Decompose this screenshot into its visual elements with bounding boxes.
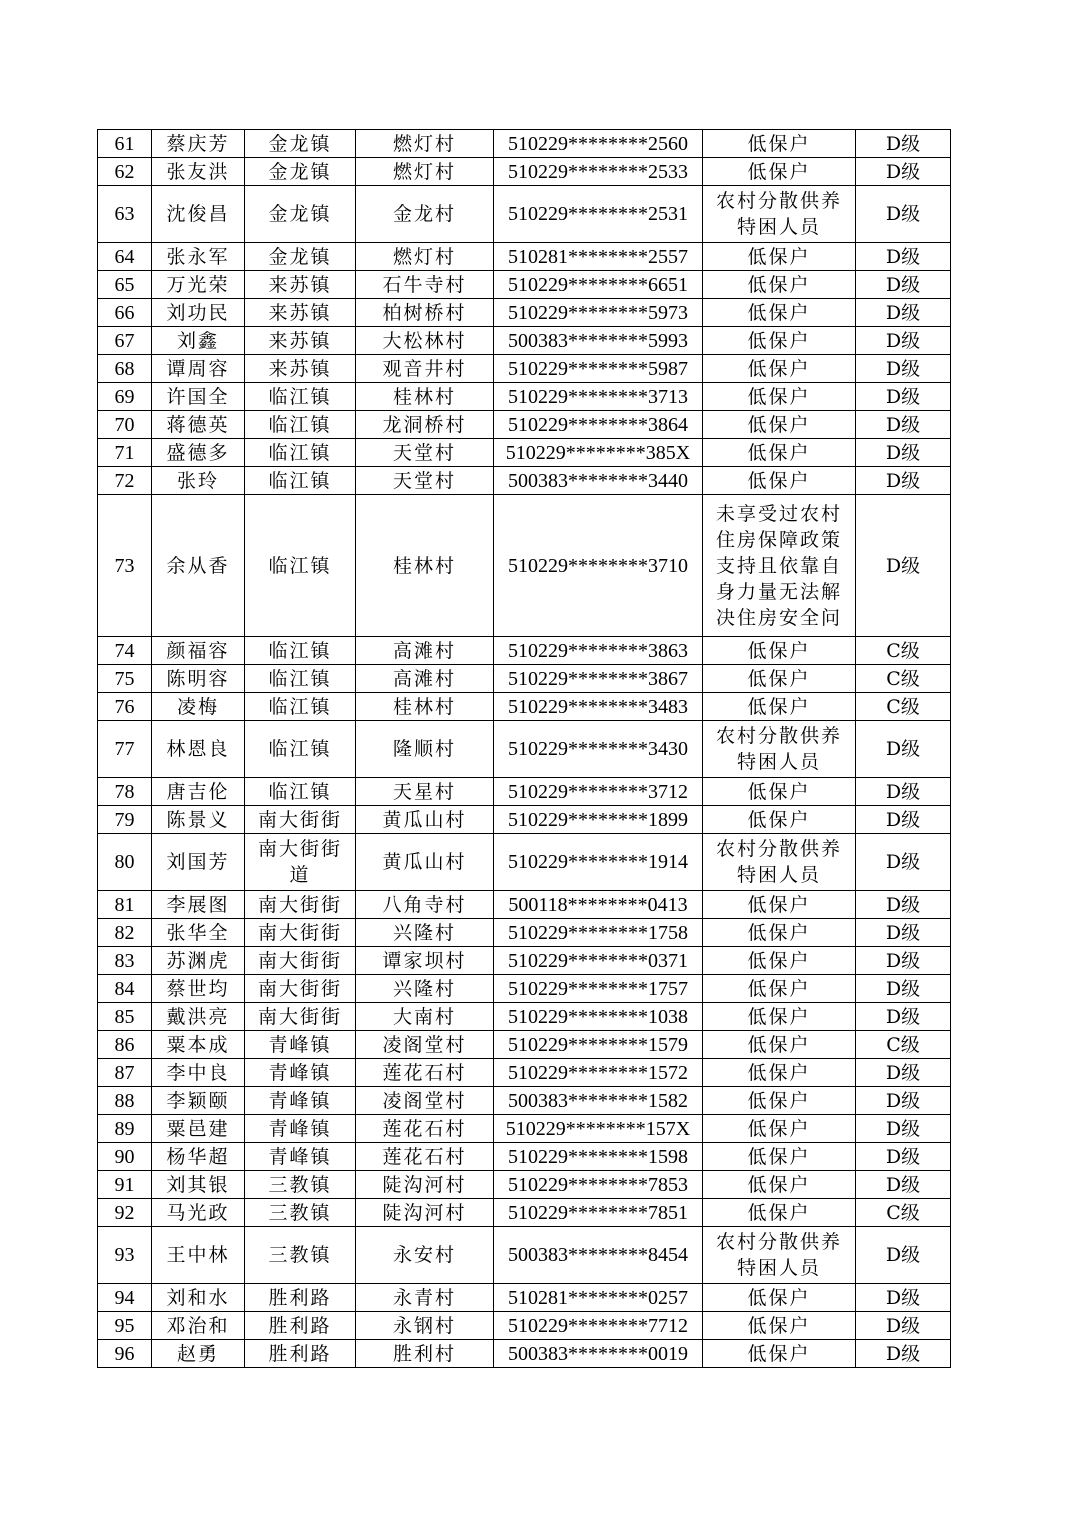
row-number: 69 xyxy=(98,383,152,411)
table-row xyxy=(98,439,951,467)
row-number: 67 xyxy=(98,327,152,355)
household-type: 低保户 xyxy=(703,130,856,158)
id-number: 500383********0019 xyxy=(494,1340,703,1368)
row-number: 86 xyxy=(98,1031,152,1059)
town-name: 临江镇 xyxy=(245,778,356,806)
village-name: 燃灯村 xyxy=(356,243,494,271)
hazard-level: D级 xyxy=(856,186,951,243)
person-name: 蒋德英 xyxy=(152,411,245,439)
hazard-level: D级 xyxy=(856,891,951,919)
row-number: 71 xyxy=(98,439,152,467)
id-number: 500383********3440 xyxy=(494,467,703,495)
row-number: 82 xyxy=(98,919,152,947)
table-row xyxy=(98,1227,951,1284)
row-number: 72 xyxy=(98,467,152,495)
town-name: 胜利路 xyxy=(245,1340,356,1368)
table-row xyxy=(98,130,951,158)
id-number: 510229********2533 xyxy=(494,158,703,186)
id-number: 510229********1598 xyxy=(494,1143,703,1171)
id-number: 510229********3864 xyxy=(494,411,703,439)
row-number: 75 xyxy=(98,665,152,693)
village-name: 高滩村 xyxy=(356,665,494,693)
id-number: 510229********3713 xyxy=(494,383,703,411)
table-row xyxy=(98,806,951,834)
row-number: 93 xyxy=(98,1227,152,1284)
person-name: 邓治和 xyxy=(152,1312,245,1340)
town-name: 南大街街道 xyxy=(245,834,356,891)
table-row xyxy=(98,158,951,186)
table-row xyxy=(98,693,951,721)
household-type: 农村分散供养特困人员 xyxy=(703,1227,856,1284)
person-name: 刘其银 xyxy=(152,1171,245,1199)
row-number: 76 xyxy=(98,693,152,721)
village-name: 凌阁堂村 xyxy=(356,1087,494,1115)
household-type: 低保户 xyxy=(703,243,856,271)
hazard-level: D级 xyxy=(856,806,951,834)
id-number: 500118********0413 xyxy=(494,891,703,919)
hazard-level: D级 xyxy=(856,919,951,947)
household-type: 低保户 xyxy=(703,1031,856,1059)
town-name: 南大街街 xyxy=(245,947,356,975)
village-name: 石牛寺村 xyxy=(356,271,494,299)
person-name: 陈景义 xyxy=(152,806,245,834)
person-name: 李展图 xyxy=(152,891,245,919)
town-name: 来苏镇 xyxy=(245,327,356,355)
id-number: 510229********5973 xyxy=(494,299,703,327)
village-name: 大南村 xyxy=(356,1003,494,1031)
person-name: 余从香 xyxy=(152,495,245,637)
town-name: 南大街街 xyxy=(245,891,356,919)
id-number: 510229********1579 xyxy=(494,1031,703,1059)
id-number: 510229********3867 xyxy=(494,665,703,693)
hazard-level: D级 xyxy=(856,1227,951,1284)
table-row xyxy=(98,637,951,665)
row-number: 62 xyxy=(98,158,152,186)
table-row xyxy=(98,243,951,271)
id-number: 510229********3712 xyxy=(494,778,703,806)
id-number: 510229********3710 xyxy=(494,495,703,637)
household-type: 低保户 xyxy=(703,693,856,721)
row-number: 78 xyxy=(98,778,152,806)
town-name: 临江镇 xyxy=(245,411,356,439)
table-row xyxy=(98,778,951,806)
village-name: 凌阁堂村 xyxy=(356,1031,494,1059)
person-name: 沈俊昌 xyxy=(152,186,245,243)
hazard-level: C级 xyxy=(856,637,951,665)
village-name: 金龙村 xyxy=(356,186,494,243)
id-number: 510229********157X xyxy=(494,1115,703,1143)
person-name: 赵勇 xyxy=(152,1340,245,1368)
town-name: 胜利路 xyxy=(245,1284,356,1312)
household-type: 低保户 xyxy=(703,1059,856,1087)
hazard-level: D级 xyxy=(856,158,951,186)
id-number: 510229********1899 xyxy=(494,806,703,834)
household-type: 低保户 xyxy=(703,637,856,665)
hazard-level: D级 xyxy=(856,1143,951,1171)
hazard-level: D级 xyxy=(856,1312,951,1340)
village-name: 大松林村 xyxy=(356,327,494,355)
village-name: 兴隆村 xyxy=(356,975,494,1003)
person-name: 万光荣 xyxy=(152,271,245,299)
town-name: 临江镇 xyxy=(245,383,356,411)
village-name: 黄瓜山村 xyxy=(356,806,494,834)
town-name: 南大街街 xyxy=(245,975,356,1003)
town-name: 临江镇 xyxy=(245,665,356,693)
town-name: 临江镇 xyxy=(245,693,356,721)
table-row xyxy=(98,1312,951,1340)
table-row xyxy=(98,1199,951,1227)
town-name: 青峰镇 xyxy=(245,1115,356,1143)
village-name: 永钢村 xyxy=(356,1312,494,1340)
household-roster-table xyxy=(97,129,951,1368)
town-name: 三教镇 xyxy=(245,1199,356,1227)
town-name: 临江镇 xyxy=(245,467,356,495)
id-number: 510229********1758 xyxy=(494,919,703,947)
village-name: 黄瓜山村 xyxy=(356,834,494,891)
row-number: 83 xyxy=(98,947,152,975)
person-name: 唐吉伦 xyxy=(152,778,245,806)
table-row xyxy=(98,495,951,637)
person-name: 蔡世均 xyxy=(152,975,245,1003)
household-type: 农村分散供养特困人员 xyxy=(703,721,856,778)
person-name: 刘和水 xyxy=(152,1284,245,1312)
row-number: 68 xyxy=(98,355,152,383)
village-name: 桂林村 xyxy=(356,693,494,721)
id-number: 510229********7853 xyxy=(494,1171,703,1199)
row-number: 89 xyxy=(98,1115,152,1143)
id-number: 510229********7712 xyxy=(494,1312,703,1340)
village-name: 燃灯村 xyxy=(356,158,494,186)
table-row xyxy=(98,1284,951,1312)
hazard-level: D级 xyxy=(856,1087,951,1115)
household-type: 低保户 xyxy=(703,1312,856,1340)
household-type: 低保户 xyxy=(703,271,856,299)
row-number: 87 xyxy=(98,1059,152,1087)
id-number: 510229********1914 xyxy=(494,834,703,891)
village-name: 柏树桥村 xyxy=(356,299,494,327)
id-number: 510229********3430 xyxy=(494,721,703,778)
table-row xyxy=(98,975,951,1003)
town-name: 青峰镇 xyxy=(245,1059,356,1087)
table-row xyxy=(98,834,951,891)
row-number: 95 xyxy=(98,1312,152,1340)
person-name: 刘国芳 xyxy=(152,834,245,891)
household-type: 低保户 xyxy=(703,1199,856,1227)
hazard-level: D级 xyxy=(856,355,951,383)
town-name: 青峰镇 xyxy=(245,1031,356,1059)
village-name: 桂林村 xyxy=(356,383,494,411)
person-name: 张友洪 xyxy=(152,158,245,186)
hazard-level: D级 xyxy=(856,1003,951,1031)
person-name: 许国全 xyxy=(152,383,245,411)
hazard-level: D级 xyxy=(856,383,951,411)
table-row xyxy=(98,1031,951,1059)
table-row xyxy=(98,947,951,975)
household-type: 低保户 xyxy=(703,158,856,186)
household-type: 低保户 xyxy=(703,1003,856,1031)
village-name: 桂林村 xyxy=(356,495,494,637)
hazard-level: D级 xyxy=(856,1059,951,1087)
village-name: 天星村 xyxy=(356,778,494,806)
table-row xyxy=(98,919,951,947)
person-name: 杨华超 xyxy=(152,1143,245,1171)
household-type: 农村分散供养特困人员 xyxy=(703,834,856,891)
table-row xyxy=(98,1340,951,1368)
household-type: 低保户 xyxy=(703,1171,856,1199)
village-name: 永青村 xyxy=(356,1284,494,1312)
person-name: 王中林 xyxy=(152,1227,245,1284)
village-name: 八角寺村 xyxy=(356,891,494,919)
row-number: 80 xyxy=(98,834,152,891)
table-row xyxy=(98,1171,951,1199)
household-type: 低保户 xyxy=(703,665,856,693)
id-number: 510229********0371 xyxy=(494,947,703,975)
row-number: 81 xyxy=(98,891,152,919)
table-row xyxy=(98,1143,951,1171)
village-name: 莲花石村 xyxy=(356,1143,494,1171)
row-number: 73 xyxy=(98,495,152,637)
town-name: 金龙镇 xyxy=(245,158,356,186)
household-type: 低保户 xyxy=(703,891,856,919)
table-row xyxy=(98,327,951,355)
village-name: 陡沟河村 xyxy=(356,1199,494,1227)
person-name: 刘功民 xyxy=(152,299,245,327)
person-name: 马光政 xyxy=(152,1199,245,1227)
village-name: 观音井村 xyxy=(356,355,494,383)
town-name: 南大街街 xyxy=(245,806,356,834)
town-name: 青峰镇 xyxy=(245,1087,356,1115)
hazard-level: D级 xyxy=(856,411,951,439)
person-name: 李颖颐 xyxy=(152,1087,245,1115)
table-row xyxy=(98,1115,951,1143)
table-row xyxy=(98,355,951,383)
village-name: 谭家坝村 xyxy=(356,947,494,975)
hazard-level: D级 xyxy=(856,299,951,327)
town-name: 胜利路 xyxy=(245,1312,356,1340)
hazard-level: D级 xyxy=(856,834,951,891)
row-number: 96 xyxy=(98,1340,152,1368)
person-name: 蔡庆芳 xyxy=(152,130,245,158)
id-number: 500383********8454 xyxy=(494,1227,703,1284)
village-name: 永安村 xyxy=(356,1227,494,1284)
town-name: 金龙镇 xyxy=(245,243,356,271)
village-name: 胜利村 xyxy=(356,1340,494,1368)
town-name: 临江镇 xyxy=(245,495,356,637)
household-type: 低保户 xyxy=(703,355,856,383)
hazard-level: D级 xyxy=(856,721,951,778)
row-number: 91 xyxy=(98,1171,152,1199)
town-name: 来苏镇 xyxy=(245,355,356,383)
table-row xyxy=(98,186,951,243)
town-name: 三教镇 xyxy=(245,1227,356,1284)
person-name: 凌梅 xyxy=(152,693,245,721)
hazard-level: C级 xyxy=(856,1031,951,1059)
household-type: 低保户 xyxy=(703,806,856,834)
town-name: 南大街街 xyxy=(245,919,356,947)
person-name: 刘鑫 xyxy=(152,327,245,355)
id-number: 510281********2557 xyxy=(494,243,703,271)
person-name: 谭周容 xyxy=(152,355,245,383)
row-number: 85 xyxy=(98,1003,152,1031)
table-row xyxy=(98,721,951,778)
person-name: 张永军 xyxy=(152,243,245,271)
town-name: 临江镇 xyxy=(245,439,356,467)
household-type: 低保户 xyxy=(703,1087,856,1115)
table-row xyxy=(98,467,951,495)
hazard-level: D级 xyxy=(856,778,951,806)
town-name: 三教镇 xyxy=(245,1171,356,1199)
row-number: 88 xyxy=(98,1087,152,1115)
row-number: 70 xyxy=(98,411,152,439)
household-type: 低保户 xyxy=(703,947,856,975)
hazard-level: C级 xyxy=(856,665,951,693)
town-name: 临江镇 xyxy=(245,637,356,665)
household-type: 低保户 xyxy=(703,919,856,947)
id-number: 510229********2531 xyxy=(494,186,703,243)
table-row xyxy=(98,1059,951,1087)
hazard-level: D级 xyxy=(856,439,951,467)
household-type: 农村分散供养特困人员 xyxy=(703,186,856,243)
town-name: 南大街街 xyxy=(245,1003,356,1031)
hazard-level: C级 xyxy=(856,1199,951,1227)
row-number: 79 xyxy=(98,806,152,834)
household-type: 低保户 xyxy=(703,1340,856,1368)
id-number: 500383********5993 xyxy=(494,327,703,355)
id-number: 510229********1572 xyxy=(494,1059,703,1087)
row-number: 66 xyxy=(98,299,152,327)
village-name: 龙洞桥村 xyxy=(356,411,494,439)
village-name: 燃灯村 xyxy=(356,130,494,158)
person-name: 苏渊虎 xyxy=(152,947,245,975)
household-type: 低保户 xyxy=(703,411,856,439)
village-name: 兴隆村 xyxy=(356,919,494,947)
row-number: 63 xyxy=(98,186,152,243)
village-name: 高滩村 xyxy=(356,637,494,665)
person-name: 盛德多 xyxy=(152,439,245,467)
id-number: 510229********1757 xyxy=(494,975,703,1003)
id-number: 510229********1038 xyxy=(494,1003,703,1031)
person-name: 林恩良 xyxy=(152,721,245,778)
row-number: 61 xyxy=(98,130,152,158)
household-type: 未享受过农村住房保障政策支持且依靠自身力量无法解决住房安全问 xyxy=(703,495,856,637)
town-name: 来苏镇 xyxy=(245,271,356,299)
hazard-level: D级 xyxy=(856,1284,951,1312)
town-name: 来苏镇 xyxy=(245,299,356,327)
person-name: 粟邑建 xyxy=(152,1115,245,1143)
household-type: 低保户 xyxy=(703,439,856,467)
table-row xyxy=(98,1003,951,1031)
table-row xyxy=(98,665,951,693)
table-row xyxy=(98,891,951,919)
row-number: 92 xyxy=(98,1199,152,1227)
person-name: 戴洪亮 xyxy=(152,1003,245,1031)
row-number: 84 xyxy=(98,975,152,1003)
hazard-level: D级 xyxy=(856,327,951,355)
village-name: 莲花石村 xyxy=(356,1059,494,1087)
hazard-level: D级 xyxy=(856,495,951,637)
town-name: 金龙镇 xyxy=(245,186,356,243)
row-number: 74 xyxy=(98,637,152,665)
id-number: 510229********385X xyxy=(494,439,703,467)
household-type: 低保户 xyxy=(703,1143,856,1171)
roster-body xyxy=(98,130,951,1368)
household-type: 低保户 xyxy=(703,1115,856,1143)
village-name: 莲花石村 xyxy=(356,1115,494,1143)
table-row xyxy=(98,271,951,299)
town-name: 青峰镇 xyxy=(245,1143,356,1171)
person-name: 李中良 xyxy=(152,1059,245,1087)
id-number: 510229********2560 xyxy=(494,130,703,158)
hazard-level: D级 xyxy=(856,947,951,975)
village-name: 陡沟河村 xyxy=(356,1171,494,1199)
row-number: 90 xyxy=(98,1143,152,1171)
person-name: 张玲 xyxy=(152,467,245,495)
household-type: 低保户 xyxy=(703,327,856,355)
person-name: 颜福容 xyxy=(152,637,245,665)
id-number: 500383********1582 xyxy=(494,1087,703,1115)
village-name: 天堂村 xyxy=(356,467,494,495)
village-name: 天堂村 xyxy=(356,439,494,467)
village-name: 隆顺村 xyxy=(356,721,494,778)
hazard-level: C级 xyxy=(856,693,951,721)
town-name: 金龙镇 xyxy=(245,130,356,158)
table-row xyxy=(98,299,951,327)
town-name: 临江镇 xyxy=(245,721,356,778)
household-type: 低保户 xyxy=(703,778,856,806)
row-number: 64 xyxy=(98,243,152,271)
person-name: 陈明容 xyxy=(152,665,245,693)
hazard-level: D级 xyxy=(856,130,951,158)
household-type: 低保户 xyxy=(703,1284,856,1312)
hazard-level: D级 xyxy=(856,243,951,271)
household-type: 低保户 xyxy=(703,467,856,495)
row-number: 94 xyxy=(98,1284,152,1312)
person-name: 粟本成 xyxy=(152,1031,245,1059)
household-type: 低保户 xyxy=(703,975,856,1003)
id-number: 510229********5987 xyxy=(494,355,703,383)
hazard-level: D级 xyxy=(856,1340,951,1368)
hazard-level: D级 xyxy=(856,1171,951,1199)
id-number: 510281********0257 xyxy=(494,1284,703,1312)
household-type: 低保户 xyxy=(703,383,856,411)
table-row xyxy=(98,1087,951,1115)
hazard-level: D级 xyxy=(856,1115,951,1143)
id-number: 510229********7851 xyxy=(494,1199,703,1227)
hazard-level: D级 xyxy=(856,271,951,299)
household-type: 低保户 xyxy=(703,299,856,327)
hazard-level: D级 xyxy=(856,467,951,495)
person-name: 张华全 xyxy=(152,919,245,947)
table-row xyxy=(98,411,951,439)
hazard-level: D级 xyxy=(856,975,951,1003)
table-row xyxy=(98,383,951,411)
row-number: 65 xyxy=(98,271,152,299)
id-number: 510229********6651 xyxy=(494,271,703,299)
row-number: 77 xyxy=(98,721,152,778)
id-number: 510229********3863 xyxy=(494,637,703,665)
id-number: 510229********3483 xyxy=(494,693,703,721)
